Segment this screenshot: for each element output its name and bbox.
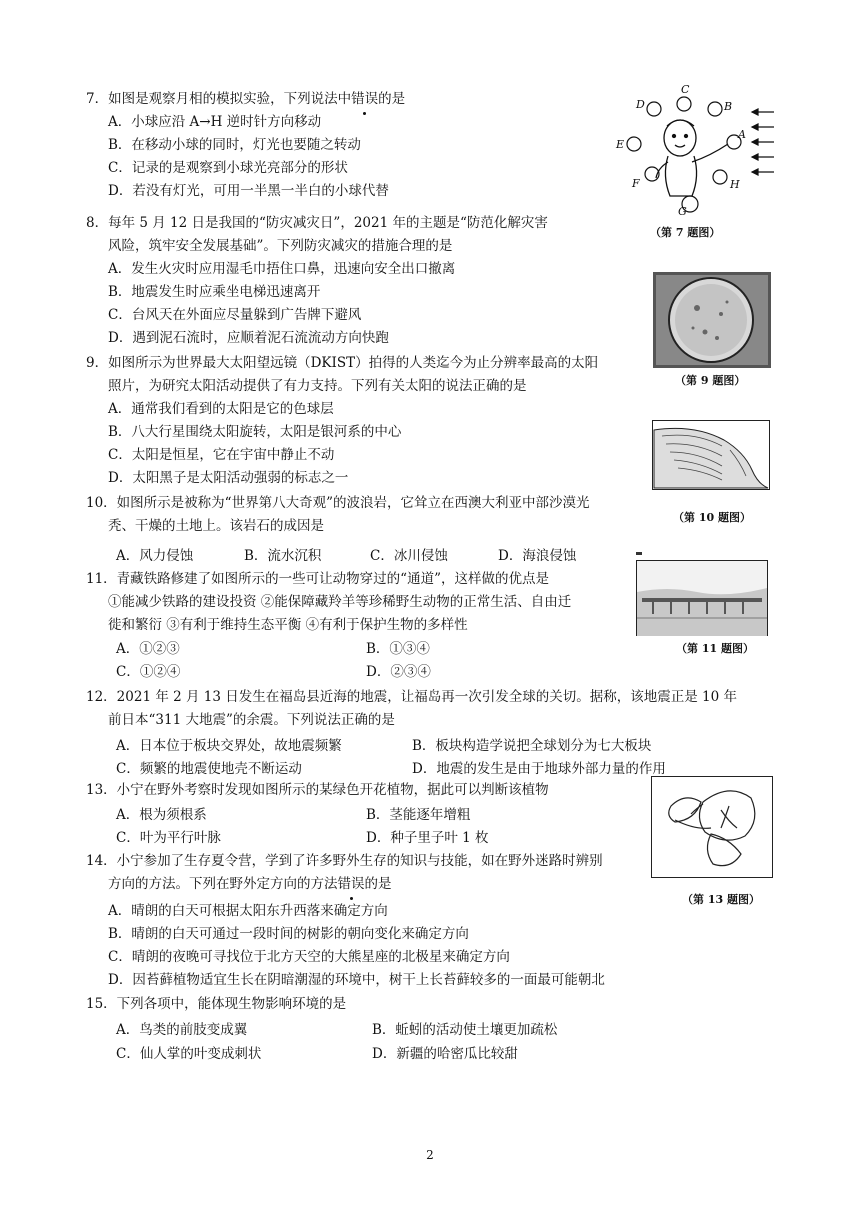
q8-option-d: D．遇到泥石流时，应顺着泥石流流动方向快跑 [108,330,389,346]
question-8 [86,212,548,350]
question-15 [86,993,346,1016]
q14-option-d: D．因苔藓植物适宜生长在阴暗潮湿的环境中，树干上长苔藓较多的一面最可能朝北 [108,972,605,988]
question-11 [86,568,571,637]
question-7 [86,88,405,203]
label-f: F [632,177,640,190]
q13-option-d: D．种子里子叶 1 枚 [366,830,489,846]
q12-stem-line1: 12．2021 年 2 月 13 日发生在福岛县近海的地震，让福岛再一次引发全球的关切。据称，该地震正是 10 年 [86,689,738,705]
moon-phase-figure [612,82,782,222]
q12-option-c: C．频繁的地震使地壳不断运动 [116,761,302,777]
railway-passage-figure [636,552,768,636]
plant-figure [651,776,773,878]
q7-option-b: B．在移动小球的同时，灯光也要随之转动 [108,137,361,153]
q10-option-b: B．流水沉积 [244,548,322,564]
q8-stem-line1: 8．每年 5 月 12 日是我国的“防灾减灾日”，2021 年的主题是“防范化解灾害 [86,215,548,231]
q12-stem-line2: 前日本“311 大地震”的余震。下列说法正确的是 [108,712,395,728]
q9-caption: （第 9 题图） [675,374,746,387]
question-9 [86,352,598,490]
q14-stem-line1: 14．小宁参加了生存夏令营，学到了许多野外生存的知识与技能，如在野外迷路时辨别 [86,853,603,869]
q7-stem-post: 的是 [378,91,406,107]
q10-option-d: D．海浪侵蚀 [498,548,577,564]
q13-option-a: A．根为须根系 [116,807,207,823]
q14-stem-post: 的是 [364,876,392,892]
q14-option-c: C．晴朗的夜晚可寻找位于北方天空的大熊星座的北极星来确定方向 [108,949,510,965]
q9-option-d: D．太阳黑子是太阳活动强弱的标志之一 [108,470,349,486]
q7-stem-emph: 错误 [351,88,378,111]
q9-option-a: A．通常我们看到的太阳是它的色球层 [108,401,334,417]
wave-rock-figure [652,420,770,490]
q9-stem-line2: 照片，为研究太阳活动提供了有力支持。下列有关太阳的说法正确的是 [108,378,527,394]
q9-option-b: B．八大行星围绕太阳旋转，太阳是银河系的中心 [108,424,402,440]
q15-option-b: B．蚯蚓的活动使土壤更加疏松 [372,1022,558,1038]
q7-stem-pre: 7．如图是观察月相的模拟实验，下列说法中 [86,91,352,107]
q14-option-b: B．晴朗的白天可通过一段时间的树影的朝向变化来确定方向 [108,926,469,942]
sun-photo-figure [653,272,771,368]
q14-stem-pre: 方向的方法。下列在野外定方向的方法 [108,876,338,892]
q11-option-b: B．①③④ [366,641,430,657]
q10-stem-line1: 10．如图所示是被称为“世界第八大奇观”的波浪岩，它耸立在西澳大利亚中部沙漠光 [86,495,590,511]
q11-stem-line1: 11．青藏铁路修建了如图所示的一些可让动物穿过的“通道”，这样做的优点是 [86,571,549,587]
q15-option-a: A．鸟类的前肢变成翼 [116,1022,248,1038]
label-d: D [636,98,645,111]
q12-option-d: D．地震的发生是由于地球外部力量的作用 [412,761,666,777]
q8-option-c: C．台风天在外面应尽量躲到广告牌下避风 [108,307,362,323]
q7-option-d: D．若没有灯光，可用一半黑一半白的小球代替 [108,183,389,199]
q12-option-a: A．日本位于板块交界处，故地震频繁 [116,738,342,754]
q15-stem: 15．下列各项中，能体现生物影响环境的是 [86,996,347,1012]
q10-option-a: A．风力侵蚀 [116,548,194,564]
label-g: G [678,205,687,218]
label-b: B [724,100,733,113]
q9-stem-line1: 9．如图所示为世界最大太阳望远镜（DKIST）拍得的人类迄今为止分辨率最高的太阳 [86,355,599,371]
q13-caption: （第 13 题图） [682,893,760,906]
q11-option-d: D．②③④ [366,664,431,680]
question-10 [86,492,589,538]
question-13 [86,779,549,802]
q10-option-c: C．冰川侵蚀 [370,548,448,564]
page-number: 2 [426,1148,434,1162]
q10-caption: （第 10 题图） [673,511,751,524]
q11-option-c: C．①②④ [116,664,181,680]
q15-option-c: C．仙人掌的叶变成刺状 [116,1046,262,1062]
q8-stem-line2: 风险，筑牢安全发展基础”。下列防灾减灾的措施合理的是 [108,238,453,254]
q15-option-d: D．新疆的哈密瓜比较甜 [372,1046,518,1062]
q11-option-a: A．①②③ [116,641,180,657]
q11-stem-line2: ①能减少铁路的建设投资 ②能保障藏羚羊等珍稀野生动物的正常生活、自由迁 [108,594,572,610]
question-12 [86,686,737,732]
q11-caption: （第 11 题图） [676,642,754,655]
q8-option-b: B．地震发生时应乘坐电梯迅速离开 [108,284,321,300]
label-h: H [730,178,740,191]
label-a: A [738,128,746,141]
q13-option-c: C．叶为平行叶脉 [116,830,221,846]
q12-option-b: B．板块构造学说把全球划分为七大板块 [412,738,652,754]
q7-caption: （第 7 题图） [650,226,721,239]
q10-stem-line2: 秃、干燥的土地上。该岩石的成因是 [108,518,324,534]
label-e: E [616,138,625,151]
q14-stem-emph: 错误 [338,873,365,896]
q7-option-c: C．记录的是观察到小球光亮部分的形状 [108,160,348,176]
q9-option-c: C．太阳是恒星，它在宇宙中静止不动 [108,447,335,463]
q11-stem-line3: 徙和繁衍 ③有利于维持生态平衡 ④有利于保护生物的多样性 [108,617,468,633]
question-14 [86,850,603,896]
q8-option-a: A．发生火灾时应用湿毛巾捂住口鼻，迅速向安全出口撤离 [108,261,456,277]
label-c: C [681,83,690,96]
question-14-options [86,900,605,992]
q14-option-a: A．晴朗的白天可根据太阳东升西落来确定方向 [108,903,388,919]
q7-option-a: A．小球应沿 A→H 逆时针方向移动 [108,114,322,130]
q13-option-b: B．茎能逐年增粗 [366,807,471,823]
q13-stem: 13．小宁在野外考察时发现如图所示的某绿色开花植物，据此可以判断该植物 [86,782,549,798]
